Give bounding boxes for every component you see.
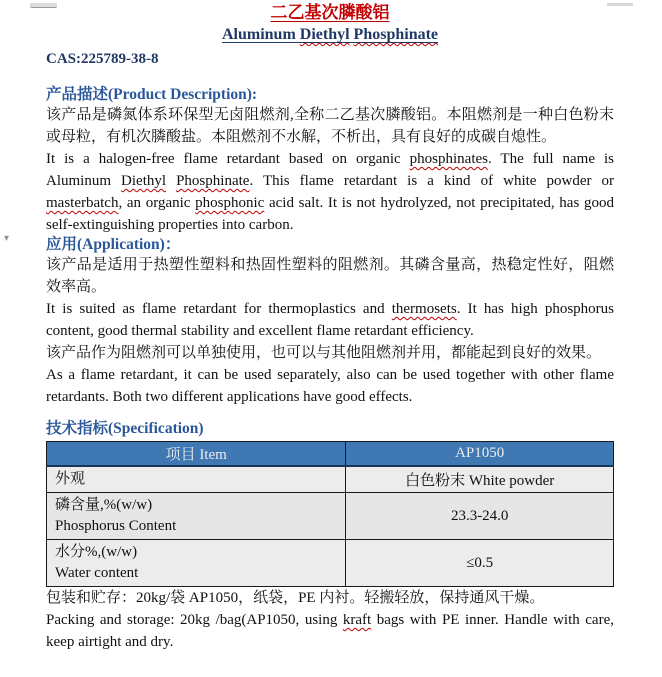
- spec-item-appearance: 外观: [47, 466, 346, 493]
- misspelled-word: thermosets: [391, 301, 457, 317]
- misspelled-word: Diethyl: [121, 173, 167, 189]
- table-row-appearance: [47, 466, 614, 493]
- section-heading-product-description: 产品描述(Product Description):: [46, 86, 258, 103]
- spec-item-water: 水分%,(w/w) Water content: [47, 540, 346, 587]
- packing-storage-en: Packing and storage: 20kg /bag(AP1050, using kraft bags with PE inner. Handle with care, keep airtight and dry.: [46, 612, 614, 650]
- specification-table: [46, 441, 614, 587]
- misspelled-word: kraft: [342, 612, 372, 628]
- misspelled-word: Phosphinate: [176, 173, 250, 189]
- application-cn-1: 该产品是适用于热塑性塑料和热固性塑料的阻燃剂。其磷含量高，热稳定性好，阻燃效率高。: [46, 257, 614, 295]
- cas-number: CAS:225789-38-8: [46, 51, 159, 67]
- spec-value-phosphorus: 23.3-24.0: [346, 493, 614, 540]
- outline-collapse-icon[interactable]: ▾: [4, 233, 10, 244]
- misspelled-word: Diethyl: [299, 26, 350, 43]
- section-heading-application: 应用(Application)：: [46, 236, 181, 253]
- misspelled-word: phosphinates: [409, 151, 488, 167]
- product-description-cn: 该产品是磷氮体系环保型无卤阻燃剂,全称二乙基次膦酸铝。本阻燃剂是一种白色粉末或母粒，有机次膦酸盐。本阻燃剂不水解，不析出，具有良好的成碳自熄性。: [46, 107, 614, 145]
- section-heading-specification: 技术指标(Specification): [46, 420, 204, 437]
- table-row-water: [47, 540, 614, 587]
- spec-value-appearance: 白色粉末 White powder: [346, 466, 614, 493]
- misspelled-word: Phosphinate: [353, 26, 439, 43]
- spec-item-phosphorus: 磷含量,%(w/w) Phosphorus Content: [47, 493, 346, 540]
- document-title-en: Aluminum Diethyl Phosphinate: [221, 26, 439, 43]
- spec-col-header-item: 项目 Item: [47, 442, 346, 467]
- spec-header-row: [47, 442, 614, 467]
- table-row-phosphorus: [47, 493, 614, 540]
- document-page: [0, 3, 662, 653]
- application-en-2: As a flame retardant, it can be used separately, also can be used together with other flame retardants. Both two different applications have good effects.: [46, 367, 614, 405]
- product-description-en: It is a halogen-free flame retardant based on organic phosphinates. The full name is Aluminum Diethyl Phosphinate. This flame retardant is a kind of white powder or masterbatch, an organic phosphonic acid salt. It is not hydrolyzed, not precipitated, has good self-extinguishing properties into carbon.: [46, 151, 614, 233]
- application-cn-2: 该产品作为阻燃剂可以单独使用，也可以与其他阻燃剂并用，都能起到良好的效果。: [46, 345, 602, 361]
- application-en-1: It is suited as flame retardant for thermoplastics and thermosets. It has high phosphorus content, good thermal stability and excellent flame retardant efficiency.: [46, 301, 614, 339]
- page-top-right-mark: [607, 3, 633, 6]
- misspelled-word: masterbatch: [46, 195, 119, 211]
- spec-col-header-grade: AP1050: [346, 442, 614, 467]
- page-top-left-mark: [30, 3, 57, 8]
- packing-storage-cn: 包装和贮存：20kg/袋 AP1050，纸袋，PE 内衬。轻搬轻放，保持通风干燥。: [46, 590, 545, 606]
- misspelled-word: phosphonic: [195, 195, 265, 211]
- document-title-cn: 二乙基次膦酸铝: [270, 3, 390, 22]
- spec-value-water: ≤0.5: [346, 540, 614, 587]
